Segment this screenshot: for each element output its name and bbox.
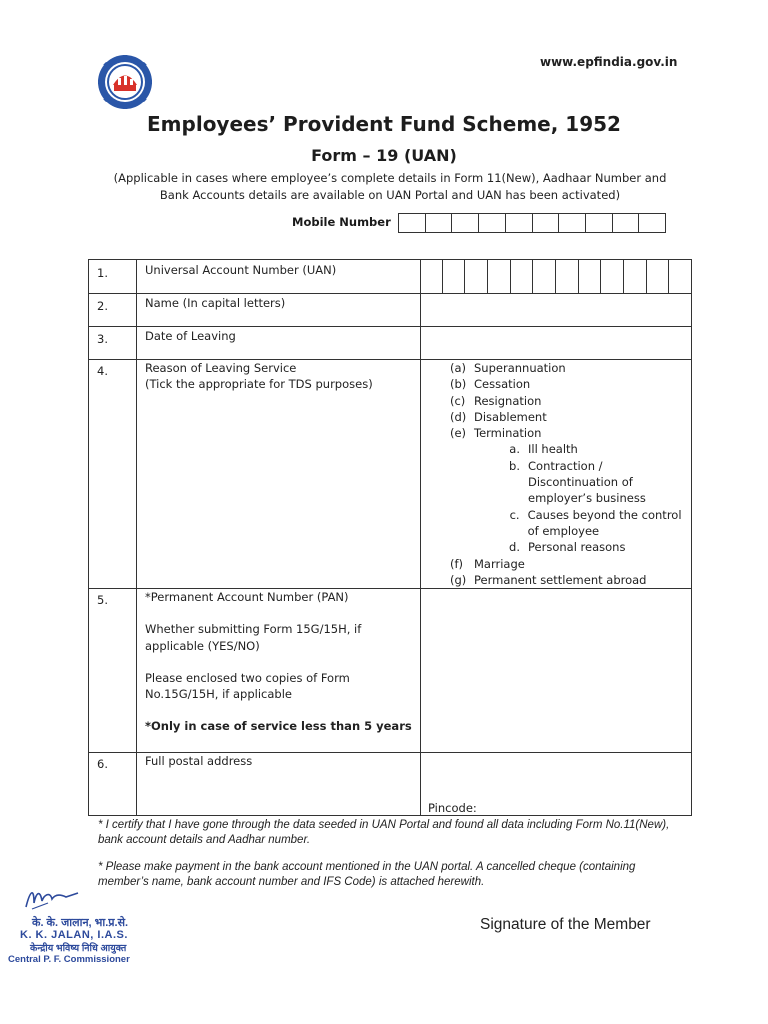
option-text: Superannuation: [474, 361, 566, 375]
name-label: Name (In capital letters): [145, 296, 286, 310]
mobile-digit-box[interactable]: [613, 214, 640, 232]
option-marker: (f): [450, 556, 464, 571]
pincode-label: Pincode:: [428, 801, 477, 815]
sub-option-text: Contraction / Discontinuation of employer’s business: [528, 458, 646, 506]
reason-option[interactable]: [450, 572, 690, 588]
mobile-digit-box[interactable]: [639, 214, 665, 232]
option-text: Permanent settlement abroad: [474, 572, 647, 587]
mobile-digit-box[interactable]: [399, 214, 426, 232]
declaration-certify: * I certify that I have gone through the data seeded in UAN Portal and found all data including Form No.11(New), bank account details and Aadhar number.: [98, 819, 670, 846]
reason-title: Reason of Leaving Service: [145, 361, 297, 375]
termination-sub-option[interactable]: [450, 458, 690, 507]
termination-sub-option[interactable]: [450, 441, 690, 457]
officer-stamp: [6, 885, 156, 970]
option-marker: (g): [450, 572, 467, 587]
reason-option[interactable]: [450, 376, 690, 392]
pan-section: [145, 589, 415, 735]
mobile-digit-box[interactable]: [426, 214, 453, 232]
pan-label: *Permanent Account Number (PAN): [145, 590, 349, 604]
sub-option-text: Personal reasons: [528, 540, 626, 555]
termination-sub-option[interactable]: [450, 507, 690, 540]
website-url: www.epfindia.gov.in: [540, 55, 678, 69]
form-15g-question: Whether submitting Form 15G/15H, if applicable (YES/NO): [145, 622, 362, 653]
note-line-1: (Applicable in cases where employee’s complete details in Form 11(New), Aadhaar Number and: [113, 171, 667, 185]
mobile-digit-box[interactable]: [586, 214, 613, 232]
stamp-name-english: K. K. JALAN, I.A.S.: [20, 929, 128, 941]
option-marker: (c): [450, 393, 466, 408]
row-number: 6.: [97, 757, 108, 771]
applicability-note: [100, 170, 680, 204]
stamp-title-hindi: केन्द्रीय भविष्य निधि आयुक्त: [30, 943, 127, 954]
row-number: 4.: [97, 364, 108, 378]
uan-digit-box[interactable]: [443, 260, 466, 293]
mobile-digit-box[interactable]: [479, 214, 506, 232]
date-of-leaving-label: Date of Leaving: [145, 329, 236, 343]
uan-digit-box[interactable]: [420, 260, 443, 293]
note-line-2: Bank Accounts details are available on UAN Portal and UAN has been activated): [159, 188, 621, 202]
sub-option-text: Ill health: [528, 442, 578, 457]
epfo-logo: [97, 54, 153, 110]
mobile-digit-box[interactable]: [533, 214, 560, 232]
stamp-name-hindi: के. के. जालान, भा.प्र.से.: [32, 917, 129, 929]
option-marker: (e): [450, 426, 467, 441]
sub-option-marker: a.: [509, 442, 520, 457]
stamp-title-english: Central P. F. Commissioner: [8, 954, 130, 965]
uan-digit-box[interactable]: [669, 260, 691, 293]
uan-label: Universal Account Number (UAN): [145, 263, 337, 277]
reason-subtitle: (Tick the appropriate for TDS purposes): [145, 377, 373, 392]
reason-options: [450, 360, 690, 588]
option-text: Disablement: [474, 409, 547, 424]
mobile-digit-box[interactable]: [452, 214, 479, 232]
uan-digit-box[interactable]: [624, 260, 647, 293]
row-number: 1.: [97, 266, 108, 280]
row-number: 5.: [97, 593, 108, 607]
option-marker: (b): [450, 377, 467, 392]
mobile-digit-box[interactable]: [559, 214, 586, 232]
uan-digit-box[interactable]: [511, 260, 534, 293]
reason-option[interactable]: [450, 360, 690, 376]
page-title: Employees’ Provident Fund Scheme, 1952: [147, 112, 621, 136]
service-note: *Only in case of service less than 5 years: [145, 719, 412, 734]
handwritten-signature: [22, 885, 82, 913]
mobile-digit-box[interactable]: [506, 214, 533, 232]
uan-digit-box[interactable]: [533, 260, 556, 293]
sub-option-marker: d.: [509, 540, 520, 555]
reason-option[interactable]: [450, 556, 690, 572]
uan-digit-box[interactable]: [579, 260, 602, 293]
postal-address-label: Full postal address: [145, 754, 253, 768]
row-number: 2.: [97, 299, 108, 313]
column-divider: [136, 260, 137, 815]
sub-option-marker: b.: [509, 458, 520, 473]
termination-sub-option[interactable]: [450, 539, 690, 555]
row-number: 3.: [97, 332, 108, 346]
name-field[interactable]: [421, 294, 691, 325]
option-marker: (d): [450, 409, 467, 424]
sub-option-marker: c.: [509, 507, 520, 522]
form-name: Form – 19 (UAN): [311, 146, 457, 165]
option-marker: (a): [450, 361, 467, 375]
declaration-payment: * Please make payment in the bank account mentioned in the UAN portal. A cancelled cheque (containing member’s name, bank account number and IFS Code) is attached herewith.: [98, 861, 636, 888]
mobile-number-label: Mobile Number: [292, 215, 391, 229]
option-text: Cessation: [474, 377, 531, 392]
uan-input-boxes[interactable]: [420, 260, 691, 293]
uan-digit-box[interactable]: [488, 260, 511, 293]
form-15g-copies-note: Please enclosed two copies of Form No.15G/15H, if applicable: [145, 670, 350, 702]
reason-option[interactable]: [450, 425, 690, 441]
sub-option-text: Causes beyond the control of employee: [527, 507, 682, 538]
reason-option[interactable]: [450, 409, 690, 425]
uan-digit-box[interactable]: [556, 260, 579, 293]
form-table: [88, 259, 692, 816]
reason-label: [145, 360, 373, 393]
mobile-number-boxes[interactable]: [398, 213, 666, 233]
option-text: Marriage: [474, 556, 525, 571]
option-text: Resignation: [474, 393, 542, 408]
member-signature-label: Signature of the Member: [480, 916, 651, 933]
option-text: Termination: [474, 426, 542, 441]
date-of-leaving-field[interactable]: [421, 327, 691, 358]
uan-digit-box[interactable]: [465, 260, 488, 293]
uan-digit-box[interactable]: [647, 260, 670, 293]
reason-option[interactable]: [450, 393, 690, 409]
uan-digit-box[interactable]: [601, 260, 624, 293]
pan-field[interactable]: [421, 589, 691, 751]
